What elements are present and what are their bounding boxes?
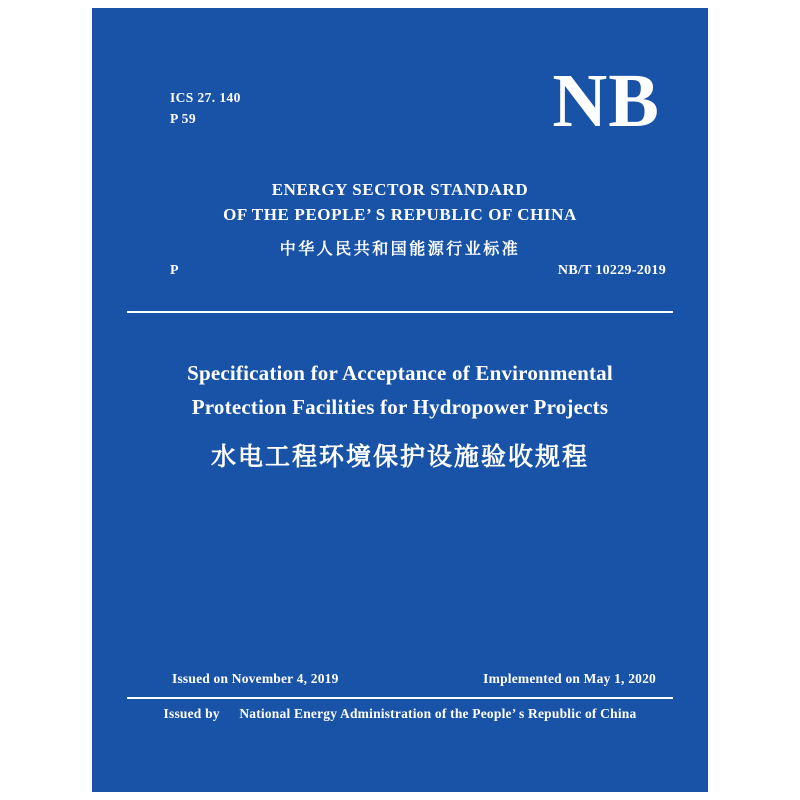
header-chinese: 中华人民共和国能源行业标准 <box>279 239 521 259</box>
title-english-line1: Specification for Acceptance of Environmental <box>187 361 613 385</box>
ics-block <box>170 88 241 130</box>
divider-bottom <box>127 697 673 699</box>
ics-number: ICS 27. 140 <box>170 90 241 105</box>
header-english-line2: OF THE PEOPLE’ S REPUBLIC OF CHINA <box>223 204 577 224</box>
standard-number: NB/T 10229-2019 <box>557 263 666 278</box>
title-english-line2: Protection Facilities for Hydropower Projects <box>191 395 609 420</box>
code-row <box>170 263 666 279</box>
classification-code: P 59 <box>170 110 196 126</box>
standard-header <box>92 178 708 259</box>
title-chinese: 水电工程环境保护设施验收规程 <box>210 442 589 472</box>
standard-cover <box>92 8 708 792</box>
nb-logo: NB <box>552 59 660 143</box>
implemented-date: Implemented on May 1, 2020 <box>483 671 656 686</box>
header-english-line1: ENERGY SECTOR STANDARD <box>271 180 529 199</box>
dates-row <box>172 671 656 687</box>
issuer-row <box>92 706 708 722</box>
issued-date: Issued on November 4, 2019 <box>172 671 339 686</box>
issuer-organization: National Energy Administration of the People’ s Republic of China <box>239 706 637 721</box>
divider-top <box>127 311 673 313</box>
classification-letter: P <box>170 263 180 278</box>
title-block <box>132 356 668 473</box>
issuer-label: Issued by <box>163 706 220 721</box>
